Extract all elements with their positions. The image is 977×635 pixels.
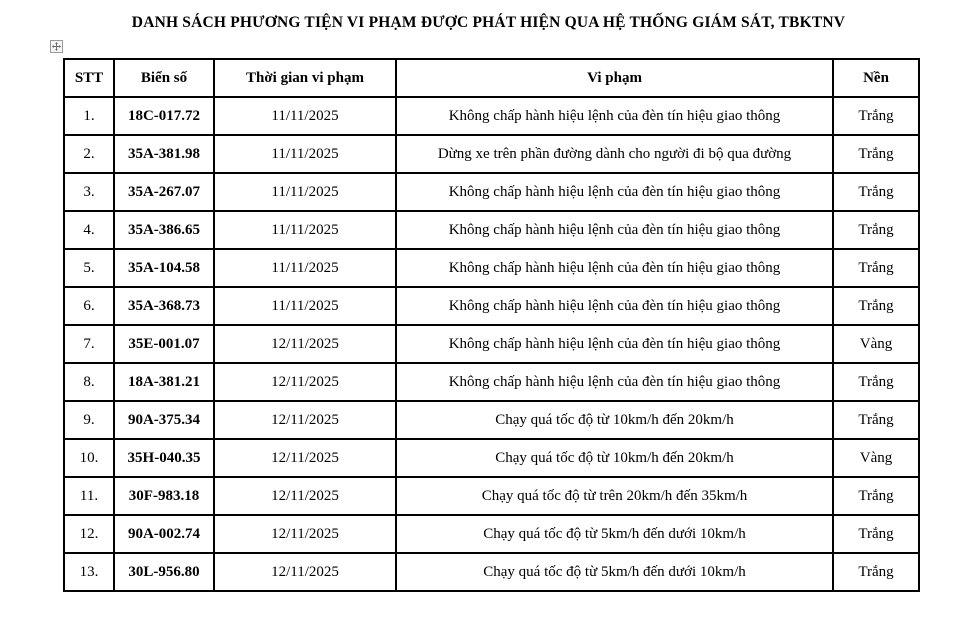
cell-plate: 90A-002.74 <box>114 515 214 553</box>
cell-violation: Chạy quá tốc độ từ 10km/h đến 20km/h <box>396 439 833 477</box>
cell-stt: 12. <box>64 515 114 553</box>
cell-plate: 30L-956.80 <box>114 553 214 591</box>
cell-background: Trắng <box>833 553 919 591</box>
cell-stt: 3. <box>64 173 114 211</box>
cell-date: 11/11/2025 <box>214 249 396 287</box>
table-row <box>64 515 919 553</box>
cell-stt: 7. <box>64 325 114 363</box>
cell-date: 11/11/2025 <box>214 97 396 135</box>
page-title: DANH SÁCH PHƯƠNG TIỆN VI PHẠM ĐƯỢC PHÁT HIỆN QUA HỆ THỐNG GIÁM SÁT, TBKTNV <box>131 14 846 31</box>
cell-background: Trắng <box>833 173 919 211</box>
cell-date: 11/11/2025 <box>214 135 396 173</box>
cell-plate: 18C-017.72 <box>114 97 214 135</box>
cell-plate: 35A-267.07 <box>114 173 214 211</box>
cell-date: 11/11/2025 <box>214 211 396 249</box>
cell-stt: 5. <box>64 249 114 287</box>
header-date: Thời gian vi phạm <box>214 59 396 97</box>
cell-background: Vàng <box>833 325 919 363</box>
cell-plate: 90A-375.34 <box>114 401 214 439</box>
header-stt: STT <box>64 59 114 97</box>
cell-date: 12/11/2025 <box>214 325 396 363</box>
cell-background: Trắng <box>833 211 919 249</box>
cell-plate: 35A-381.98 <box>114 135 214 173</box>
cell-date: 12/11/2025 <box>214 439 396 477</box>
cell-date: 12/11/2025 <box>214 477 396 515</box>
cell-background: Trắng <box>833 515 919 553</box>
table-row <box>64 173 919 211</box>
cell-plate: 35A-386.65 <box>114 211 214 249</box>
cell-plate: 35A-368.73 <box>114 287 214 325</box>
cell-violation: Không chấp hành hiệu lệnh của đèn tín hiệu giao thông <box>396 97 833 135</box>
cell-violation: Chạy quá tốc độ từ trên 20km/h đến 35km/h <box>396 477 833 515</box>
cell-plate: 35E-001.07 <box>114 325 214 363</box>
violations-table <box>63 58 920 592</box>
cell-violation: Chạy quá tốc độ từ 10km/h đến 20km/h <box>396 401 833 439</box>
header-bg: Nền <box>833 59 919 97</box>
table-row <box>64 439 919 477</box>
cell-date: 12/11/2025 <box>214 401 396 439</box>
cell-violation: Không chấp hành hiệu lệnh của đèn tín hiệu giao thông <box>396 287 833 325</box>
cell-stt: 10. <box>64 439 114 477</box>
cell-background: Trắng <box>833 477 919 515</box>
table-header-row <box>64 59 919 97</box>
cell-stt: 9. <box>64 401 114 439</box>
cell-violation: Dừng xe trên phần đường dành cho người đi bộ qua đường <box>396 135 833 173</box>
cell-stt: 8. <box>64 363 114 401</box>
cell-stt: 2. <box>64 135 114 173</box>
cell-plate: 30F-983.18 <box>114 477 214 515</box>
header-violation: Vi phạm <box>396 59 833 97</box>
cell-date: 12/11/2025 <box>214 515 396 553</box>
table-row <box>64 553 919 591</box>
cell-stt: 11. <box>64 477 114 515</box>
cell-stt: 6. <box>64 287 114 325</box>
cell-violation: Không chấp hành hiệu lệnh của đèn tín hiệu giao thông <box>396 363 833 401</box>
move-arrows-icon <box>52 42 61 51</box>
table-row <box>64 401 919 439</box>
table-row <box>64 363 919 401</box>
table-move-handle-icon[interactable] <box>50 40 63 53</box>
cell-background: Trắng <box>833 97 919 135</box>
table-row <box>64 325 919 363</box>
table-row <box>64 97 919 135</box>
cell-violation: Không chấp hành hiệu lệnh của đèn tín hiệu giao thông <box>396 325 833 363</box>
cell-violation: Không chấp hành hiệu lệnh của đèn tín hiệu giao thông <box>396 211 833 249</box>
cell-violation: Chạy quá tốc độ từ 5km/h đến dưới 10km/h <box>396 515 833 553</box>
header-plate: Biển số <box>114 59 214 97</box>
cell-date: 11/11/2025 <box>214 173 396 211</box>
cell-background: Trắng <box>833 401 919 439</box>
cell-background: Vàng <box>833 439 919 477</box>
cell-background: Trắng <box>833 249 919 287</box>
table-row <box>64 249 919 287</box>
table-row <box>64 211 919 249</box>
cell-violation: Không chấp hành hiệu lệnh của đèn tín hiệu giao thông <box>396 249 833 287</box>
table-row <box>64 135 919 173</box>
cell-background: Trắng <box>833 135 919 173</box>
cell-stt: 13. <box>64 553 114 591</box>
cell-date: 12/11/2025 <box>214 363 396 401</box>
cell-plate: 35A-104.58 <box>114 249 214 287</box>
cell-plate: 18A-381.21 <box>114 363 214 401</box>
cell-violation: Không chấp hành hiệu lệnh của đèn tín hiệu giao thông <box>396 173 833 211</box>
cell-background: Trắng <box>833 287 919 325</box>
table-row <box>64 287 919 325</box>
cell-date: 11/11/2025 <box>214 287 396 325</box>
cell-plate: 35H-040.35 <box>114 439 214 477</box>
cell-stt: 1. <box>64 97 114 135</box>
cell-stt: 4. <box>64 211 114 249</box>
cell-background: Trắng <box>833 363 919 401</box>
cell-violation: Chạy quá tốc độ từ 5km/h đến dưới 10km/h <box>396 553 833 591</box>
table-row <box>64 477 919 515</box>
cell-date: 12/11/2025 <box>214 553 396 591</box>
